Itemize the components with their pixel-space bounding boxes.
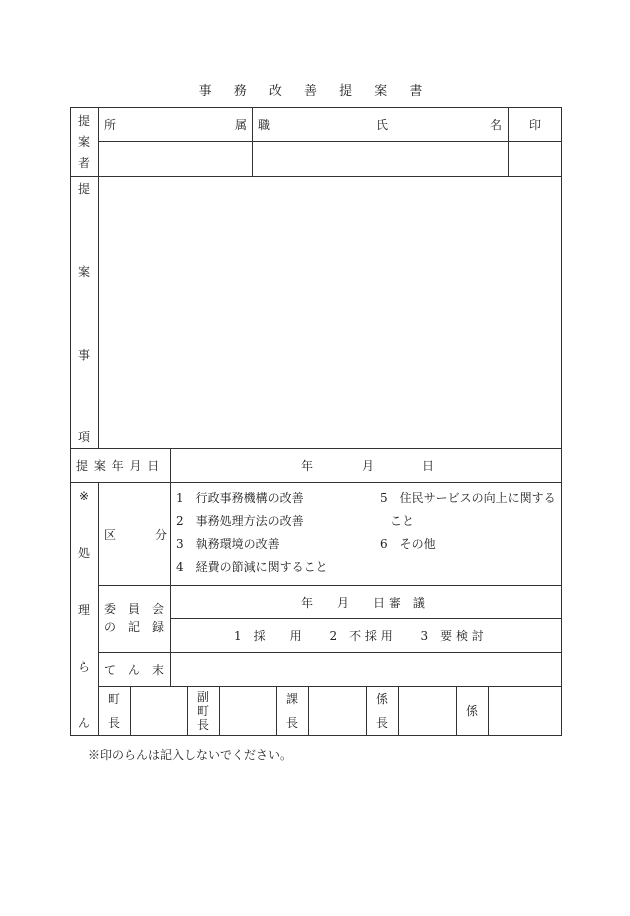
approval-deputy-1: 副: [196, 690, 209, 704]
matter-field[interactable]: [99, 177, 561, 448]
approval-chief-stamp[interactable]: [399, 687, 456, 735]
document-title: 事 務 改 善 提 案 書: [198, 84, 432, 99]
approval-section-stamp[interactable]: [309, 687, 366, 735]
approval-deputy-3: 長: [196, 718, 209, 732]
matter-side-1: 提: [77, 182, 90, 196]
date-day: 日: [422, 459, 435, 473]
proposer-side-3: 者: [77, 156, 90, 170]
tenmatsu-field[interactable]: [171, 653, 561, 686]
category-5: 5 住民サービスの向上に関する: [380, 491, 556, 505]
date-month: 月: [362, 459, 375, 473]
approval-mayor-2: 長: [107, 716, 120, 730]
name-label-1: 職: [258, 118, 271, 132]
approval-deputy-2: 町: [196, 704, 209, 718]
process-side-2: 処: [77, 546, 90, 560]
process-side-1: ※: [78, 489, 90, 503]
category-1: 1 行政事務機構の改善: [176, 491, 304, 505]
matter-side-4: 項: [77, 430, 90, 444]
approval-section-1: 課: [285, 692, 298, 706]
approval-mayor-stamp[interactable]: [131, 687, 187, 735]
committee-label-2: の 記 録: [104, 620, 165, 634]
seal-label: 印: [529, 118, 542, 132]
dept-label-2: 属: [235, 118, 248, 132]
category-2: 2 事務処理方法の改善: [176, 514, 304, 528]
footer-note: ※印のらんは記入しないでください。: [88, 748, 293, 762]
deliberation-results: 1 採 用 2 不 採 用 3 要 検 討: [234, 629, 484, 643]
approval-section-2: 長: [285, 716, 298, 730]
category-3: 3 執務環境の改善: [176, 537, 280, 551]
dept-label-1: 所: [104, 118, 117, 132]
approval-mayor-1: 町: [107, 692, 120, 706]
name-field[interactable]: [253, 142, 508, 176]
dept-field[interactable]: [99, 142, 252, 176]
date-label: 提 案 年 月 日: [76, 459, 161, 473]
kubun-label-1: 区: [104, 528, 117, 542]
kubun-label-2: 分: [155, 528, 168, 542]
seal-field[interactable]: [509, 142, 561, 176]
approval-staff-stamp[interactable]: [489, 687, 561, 735]
deliberation-date: 年 月 日 審 議: [301, 596, 425, 610]
process-side-5: ん: [77, 716, 90, 730]
process-side-4: ら: [77, 660, 90, 674]
name-label-2: 氏: [376, 118, 389, 132]
name-label-3: 名: [490, 118, 503, 132]
category-4: 4 経費の節減に関すること: [176, 560, 328, 574]
matter-side-3: 事: [77, 348, 90, 362]
matter-side-2: 案: [77, 265, 90, 279]
tenmatsu-label: て ん 末: [104, 663, 165, 677]
approval-deputy-stamp[interactable]: [220, 687, 276, 735]
proposer-side-1: 提: [77, 114, 90, 128]
approval-staff-1: 係: [465, 704, 478, 718]
process-side-3: 理: [77, 603, 90, 617]
proposer-side-2: 案: [77, 135, 90, 149]
approval-chief-2: 長: [375, 716, 388, 730]
approval-chief-1: 係: [375, 692, 388, 706]
category-6: 6 その他: [380, 537, 436, 551]
committee-label-1: 委 員 会: [104, 602, 165, 616]
date-year: 年: [301, 459, 314, 473]
category-5-cont: こと: [390, 514, 415, 528]
